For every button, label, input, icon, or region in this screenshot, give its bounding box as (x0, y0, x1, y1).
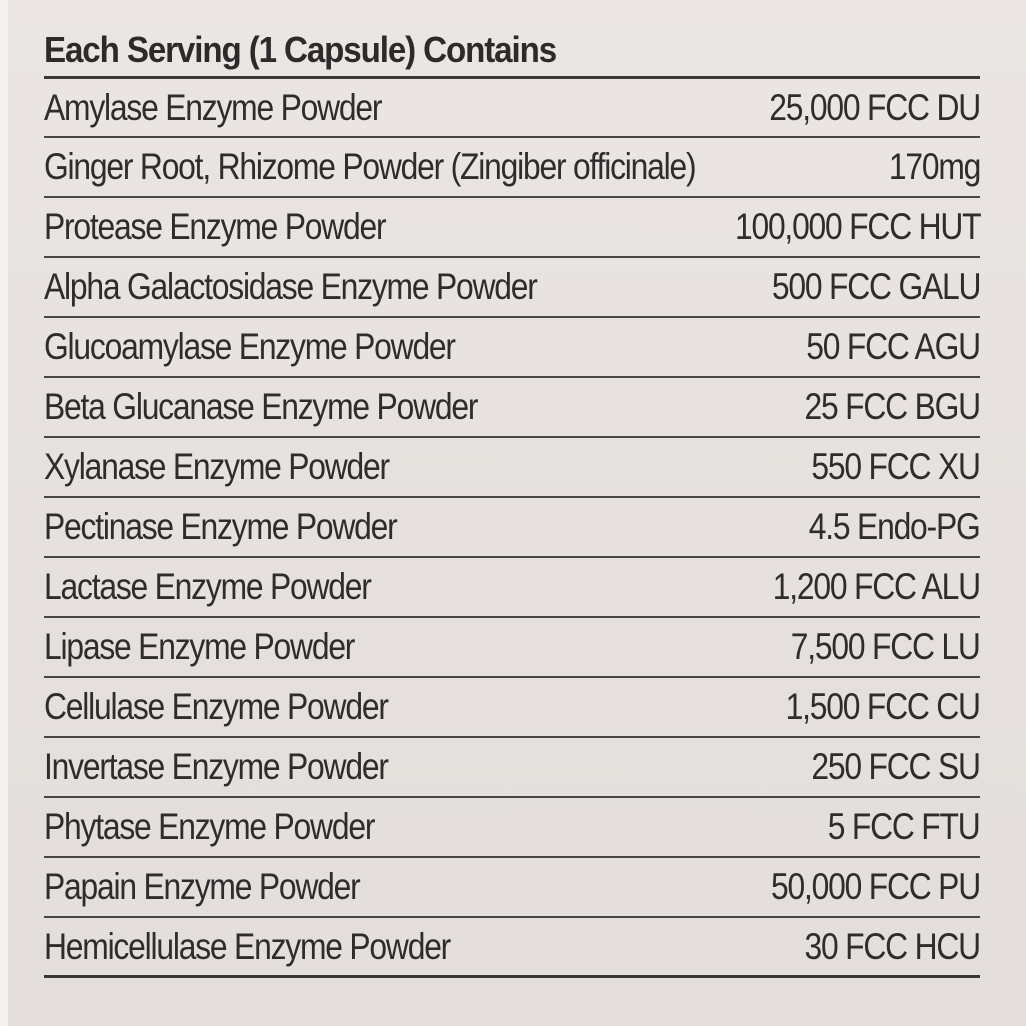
ingredient-name: Hemicellulase Enzyme Powder (44, 925, 451, 967)
ingredient-row (44, 79, 980, 138)
ingredient-row (44, 798, 980, 858)
ingredient-amount: 7,500 FCC LU (791, 626, 980, 667)
ingredient-amount: 25 FCC BGU (804, 386, 980, 427)
ingredients-table (44, 24, 980, 978)
ingredient-name: Papain Enzyme Powder (44, 866, 360, 907)
ingredient-amount: 550 FCC XU (811, 446, 980, 487)
ingredient-row (44, 558, 980, 618)
ingredient-amount: 100,000 FCC HUT (734, 206, 980, 247)
ingredient-row (44, 918, 980, 978)
ingredient-row (44, 138, 980, 198)
ingredient-row (44, 438, 980, 498)
ingredient-amount: 500 FCC GALU (771, 266, 980, 307)
ingredient-amount: 250 FCC SU (811, 746, 980, 787)
ingredient-amount: 5 FCC FTU (828, 806, 980, 847)
ingredient-name: Protease Enzyme Powder (44, 206, 386, 247)
ingredient-name: Lactase Enzyme Powder (44, 566, 371, 607)
ingredient-amount: 50 FCC AGU (806, 326, 980, 367)
ingredient-amount: 30 FCC HCU (804, 925, 980, 967)
ingredient-row (44, 258, 980, 318)
ingredient-amount: 1,500 FCC CU (785, 686, 980, 727)
serving-header: Each Serving (1 Capsule) Contains (44, 29, 557, 70)
ingredient-amount: 1,200 FCC ALU (772, 566, 980, 607)
ingredient-row (44, 618, 980, 678)
ingredient-row (44, 738, 980, 798)
ingredient-amount: 50,000 FCC PU (771, 866, 980, 907)
ingredient-name: Lipase Enzyme Powder (44, 626, 355, 667)
ingredient-name: Amylase Enzyme Powder (44, 86, 382, 128)
ingredient-name: Ginger Root, Rhizome Powder (Zingiber officinale) (44, 146, 696, 187)
ingredient-name: Glucoamylase Enzyme Powder (44, 326, 455, 367)
ingredient-row (44, 858, 980, 918)
ingredient-name: Alpha Galactosidase Enzyme Powder (44, 266, 537, 307)
ingredient-row (44, 318, 980, 378)
ingredient-amount: 170mg (888, 146, 980, 187)
ingredient-row (44, 378, 980, 438)
ingredient-row (44, 498, 980, 558)
label-edge (0, 0, 8, 1026)
ingredient-name: Cellulase Enzyme Powder (44, 686, 388, 727)
ingredient-name: Xylanase Enzyme Powder (44, 446, 389, 487)
ingredient-row (44, 678, 980, 738)
ingredient-name: Pectinase Enzyme Powder (44, 506, 397, 547)
ingredient-name: Beta Glucanase Enzyme Powder (44, 386, 478, 427)
ingredient-row (44, 198, 980, 258)
ingredient-list (44, 79, 980, 978)
ingredient-amount: 4.5 Endo-PG (809, 506, 980, 547)
ingredient-name: Invertase Enzyme Powder (44, 746, 388, 787)
ingredient-name: Phytase Enzyme Powder (44, 806, 375, 847)
ingredient-amount: 25,000 FCC DU (769, 86, 980, 128)
